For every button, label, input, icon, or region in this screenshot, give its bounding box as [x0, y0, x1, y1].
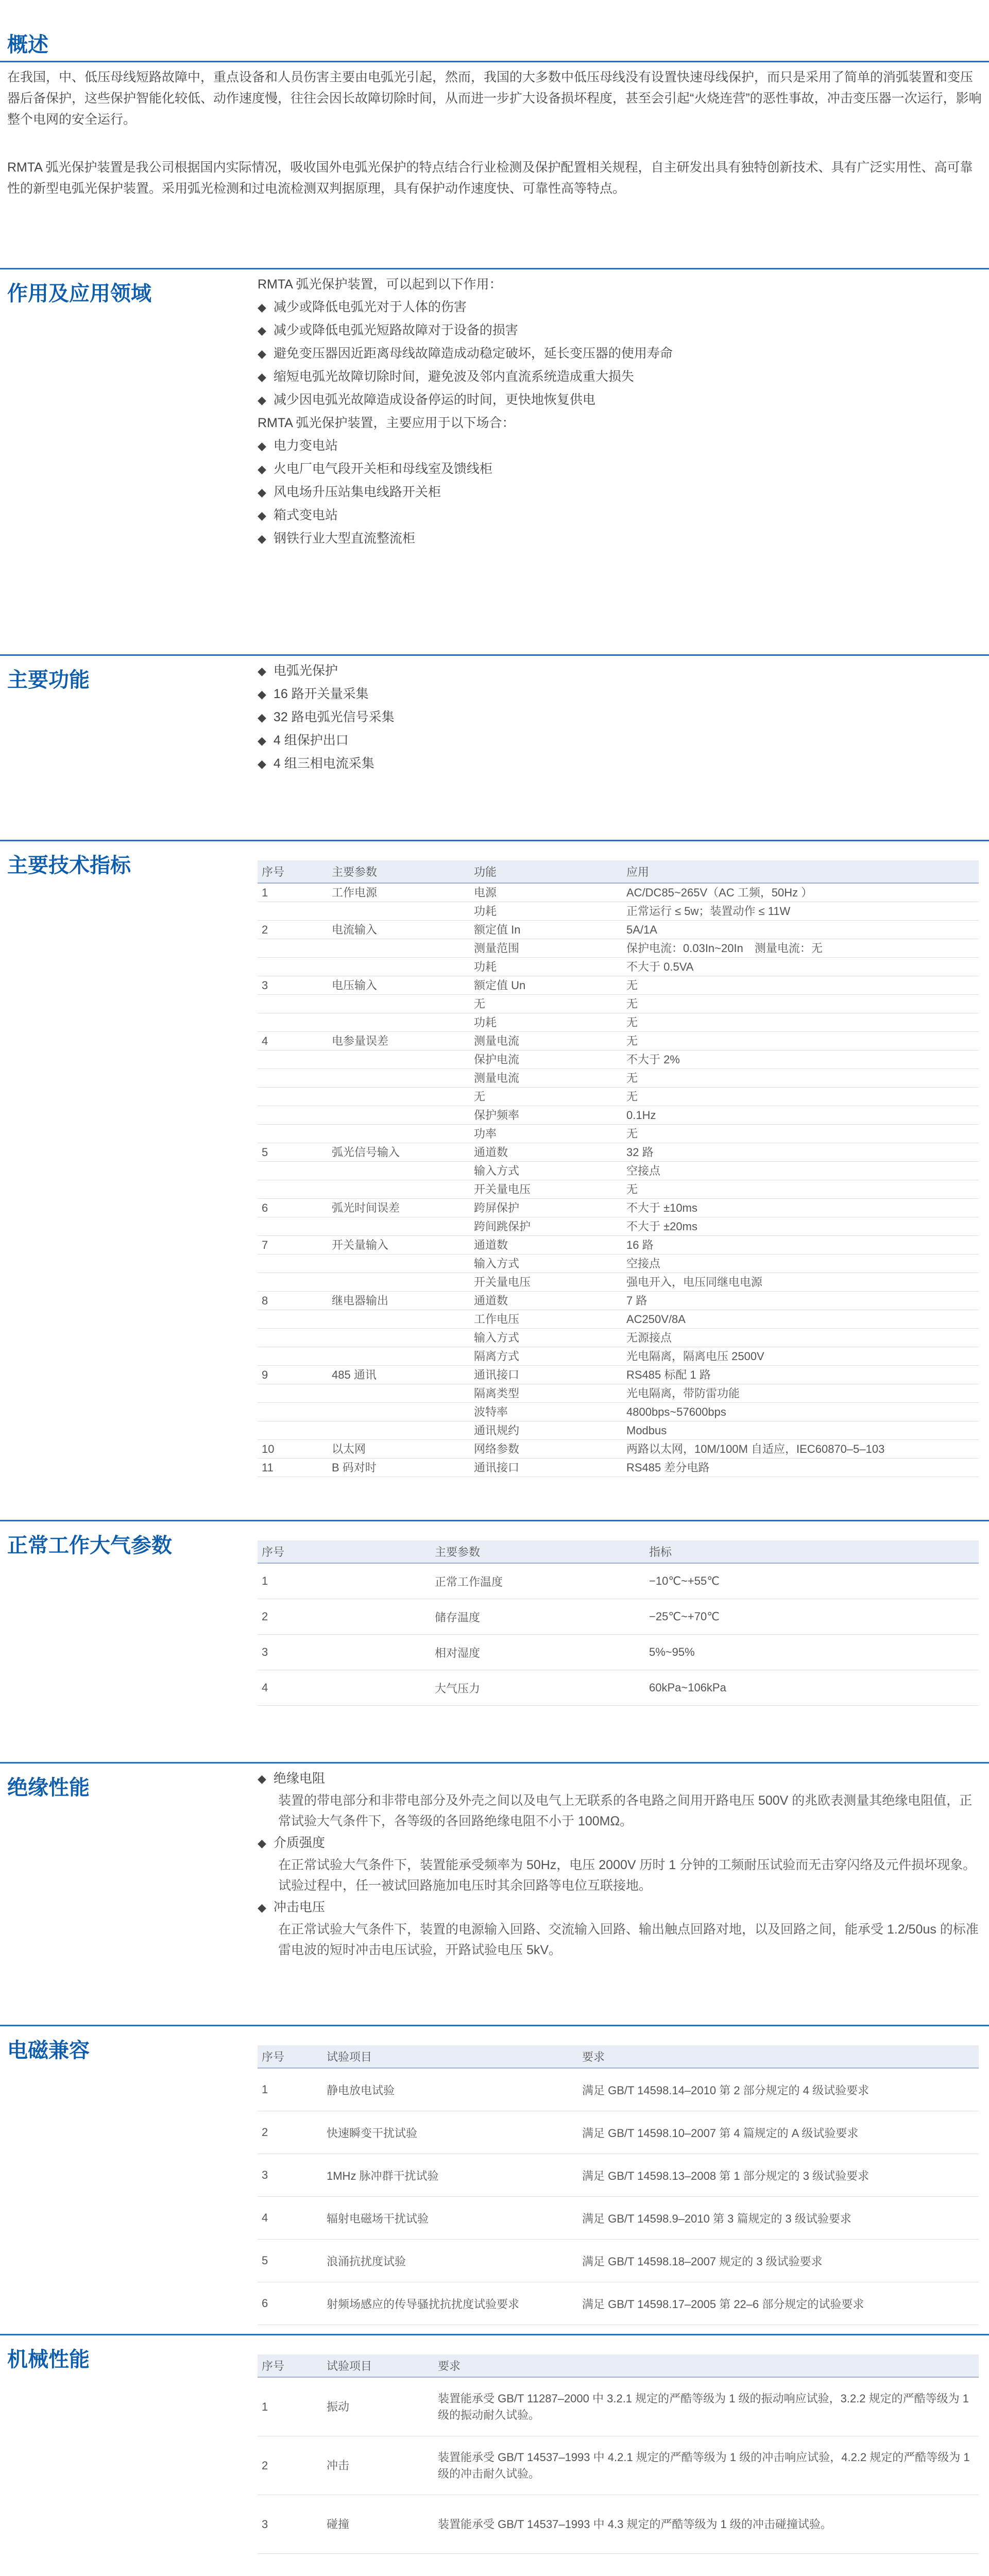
value-cell: 无: [622, 1088, 979, 1106]
index-cell: 3: [258, 976, 328, 995]
function-item: ◆ 4 组三相电流采集: [258, 752, 979, 775]
function-cell: 电源: [470, 883, 622, 902]
index-cell: [258, 1384, 328, 1403]
param-cell: [328, 1162, 470, 1180]
column-header: 指标: [645, 1540, 979, 1563]
requirement-cell: 满足 GB/T 14598.18–2007 规定的 3 级试验要求: [578, 2240, 979, 2282]
param-cell: 电参量误差: [328, 1032, 470, 1050]
tech-title: 主要技术指标: [7, 854, 131, 877]
column-header: 序号: [258, 2045, 322, 2068]
index-cell: [258, 958, 328, 976]
param-cell: [328, 1384, 470, 1403]
function-item: ◆ 32 路电弧光信号采集: [258, 706, 979, 729]
function-cell: 开关量电压: [470, 1180, 622, 1199]
param-cell: [328, 1421, 470, 1440]
index-cell: [258, 1347, 328, 1366]
index-cell: [258, 1088, 328, 1106]
test-cell: 浪涌抗扰度试验: [322, 2240, 578, 2282]
value-cell: 不大于 2%: [622, 1050, 979, 1069]
table-row: [258, 1106, 979, 1125]
column-header: 试验项目: [322, 2045, 578, 2068]
param-cell: 以太网: [328, 1440, 470, 1459]
value-cell: 光电隔离，隔离电压 2500V: [622, 1347, 979, 1366]
index-cell: 2: [258, 921, 328, 939]
table-row: [258, 1050, 979, 1069]
column-header: 要求: [434, 2354, 979, 2377]
atmos-table: [258, 1540, 979, 1706]
table-row: [258, 1143, 979, 1162]
function-cell: 无: [470, 1088, 622, 1106]
atmos-table-body: [258, 1563, 979, 1706]
application-title: 作用及应用领域: [7, 282, 151, 305]
function-cell: 通讯规约: [470, 1421, 622, 1440]
insul-subhead: ◆ 绝缘电阻: [258, 1767, 979, 1790]
index-cell: 5: [258, 2240, 322, 2282]
field-item: ◆ 电力变电站: [258, 434, 979, 457]
field-item: ◆ 火电厂电气段开关柜和母线室及馈线柜: [258, 457, 979, 481]
param-cell: 电流输入: [328, 921, 470, 939]
index-cell: 6: [258, 2282, 322, 2325]
table-row: [258, 1217, 979, 1236]
table-row: [258, 1162, 979, 1180]
function-cell: 输入方式: [470, 1162, 622, 1180]
table-row: [258, 902, 979, 921]
param-cell: [328, 1273, 470, 1292]
index-cell: 7: [258, 1236, 328, 1255]
index-cell: 4: [258, 2197, 322, 2240]
requirement-cell: 满足 GB/T 14598.13–2008 第 1 部分规定的 3 级试验要求: [578, 2154, 979, 2197]
table-row: [258, 1236, 979, 1255]
index-cell: 8: [258, 1292, 328, 1310]
index-cell: 9: [258, 1366, 328, 1384]
column-header: 序号: [258, 1540, 431, 1563]
param-cell: [328, 1050, 470, 1069]
insul-title: 绝缘性能: [7, 1776, 90, 1799]
param-cell: [328, 1106, 470, 1125]
function-cell: 保护电流: [470, 1050, 622, 1069]
value-cell: 5%~95%: [645, 1635, 979, 1670]
value-cell: 7 路: [622, 1292, 979, 1310]
value-cell: 不大于 ±10ms: [622, 1199, 979, 1217]
test-cell: 辐射电磁场干扰试验: [322, 2197, 578, 2240]
table-row: [258, 2495, 979, 2554]
function-cell: 无: [470, 995, 622, 1013]
function-cell: 功耗: [470, 958, 622, 976]
column-header: 试验项目: [322, 2354, 434, 2377]
param-cell: 大气压力: [431, 1670, 645, 1706]
index-cell: 10: [258, 1440, 328, 1459]
table-row: [258, 2111, 979, 2154]
test-cell: 射频场感应的传导骚扰抗扰度试验要求: [322, 2282, 578, 2325]
table-row: [258, 2282, 979, 2325]
index-cell: 4: [258, 1032, 328, 1050]
test-cell: 快速瞬变干扰试验: [322, 2111, 578, 2154]
mech-table-body: [258, 2377, 979, 2554]
value-cell: 不大于 ±20ms: [622, 1217, 979, 1236]
function-cell: 开关量电压: [470, 1273, 622, 1292]
table-row: [258, 1329, 979, 1347]
column-header: 要求: [578, 2045, 979, 2068]
table-row: [258, 1366, 979, 1384]
param-cell: 相对湿度: [431, 1635, 645, 1670]
effect-item: ◆ 避免变压器因近距离母线故障造成动稳定破坏，延长变压器的使用寿命: [258, 342, 979, 365]
value-cell: 无: [622, 1013, 979, 1032]
function-cell: 跨间跳保护: [470, 1217, 622, 1236]
atmos-table-wrap: [258, 1540, 979, 1706]
index-cell: [258, 1329, 328, 1347]
value-cell: 60kPa~106kPa: [645, 1670, 979, 1706]
function-cell: 测量电流: [470, 1032, 622, 1050]
value-cell: 无: [622, 1180, 979, 1199]
value-cell: 光电隔离，带防雷功能: [622, 1384, 979, 1403]
value-cell: RS485 差分电路: [622, 1459, 979, 1477]
param-cell: 工作电源: [328, 883, 470, 902]
emc-table-body: [258, 2068, 979, 2325]
function-cell: 通讯接口: [470, 1366, 622, 1384]
requirement-cell: 装置能承受 GB/T 14537–1993 中 4.3 规定的严酷等级为 1 级的冲击碰撞试验。: [434, 2495, 979, 2554]
index-cell: [258, 1013, 328, 1032]
table-row: [258, 1563, 979, 1599]
value-cell: 无: [622, 1125, 979, 1143]
function-cell: 跨屏保护: [470, 1199, 622, 1217]
tech-divider: [0, 840, 989, 841]
function-cell: 功耗: [470, 1013, 622, 1032]
atmos-section: [0, 1520, 989, 1736]
value-cell: RS485 标配 1 路: [622, 1366, 979, 1384]
column-header: 功能: [470, 860, 622, 883]
param-cell: 485 通讯: [328, 1366, 470, 1384]
value-cell: 两路以太网，10M/100M 自适应，IEC60870–5–103: [622, 1440, 979, 1459]
param-cell: [328, 939, 470, 958]
insul-subhead: ◆ 冲击电压: [258, 1896, 979, 1919]
index-cell: 3: [258, 1635, 431, 1670]
atmos-divider: [0, 1520, 989, 1521]
value-cell: 空接点: [622, 1162, 979, 1180]
emc-table-wrap: [258, 2045, 979, 2325]
function-cell: 额定值 Un: [470, 976, 622, 995]
insul-text: 在正常试验大气条件下，装置的电源输入回路、交流输入回路、输出触点回路对地，以及回路之间，能承受 1.2/50us 的标准雷电波的短时冲击电压试验，开路试验电压 5kV。: [278, 1922, 979, 1957]
param-cell: [328, 1347, 470, 1366]
index-cell: 11: [258, 1459, 328, 1477]
value-cell: 无: [622, 1069, 979, 1088]
table-row: [258, 2436, 979, 2495]
insul-divider: [0, 1762, 989, 1764]
param-cell: [328, 1013, 470, 1032]
mech-section: [0, 2334, 989, 2566]
table-row: [258, 1459, 979, 1477]
table-row: [258, 995, 979, 1013]
test-cell: 冲击: [322, 2436, 434, 2495]
function-cell: 通道数: [470, 1292, 622, 1310]
index-cell: [258, 1403, 328, 1421]
value-cell: 无: [622, 1032, 979, 1050]
index-cell: [258, 1162, 328, 1180]
index-cell: [258, 1180, 328, 1199]
param-cell: [328, 995, 470, 1013]
param-cell: [328, 1180, 470, 1199]
emc-title: 电磁兼容: [7, 2039, 90, 2062]
test-cell: 静电放电试验: [322, 2068, 578, 2111]
table-row: [258, 1032, 979, 1050]
table-row: [258, 1013, 979, 1032]
value-cell: 保护电流：0.03In~20In 测量电流：无: [622, 939, 979, 958]
index-cell: [258, 1255, 328, 1273]
requirement-cell: 满足 GB/T 14598.9–2010 第 3 篇规定的 3 级试验要求: [578, 2197, 979, 2240]
emc-section: [0, 2025, 989, 2313]
value-cell: 空接点: [622, 1255, 979, 1273]
index-cell: [258, 1125, 328, 1143]
value-cell: Modbus: [622, 1421, 979, 1440]
effect-item: ◆ 缩短电弧光故障切除时间，避免波及邻内直流系统造成重大损失: [258, 365, 979, 388]
value-cell: 5A/1A: [622, 921, 979, 939]
table-row: [258, 2240, 979, 2282]
application-divider: [0, 268, 989, 269]
application-content: [258, 273, 979, 550]
table-row: [258, 976, 979, 995]
param-cell: [328, 1125, 470, 1143]
index-cell: 1: [258, 883, 328, 902]
table-row: [258, 2197, 979, 2240]
value-cell: 正常运行 ≤ 5w；装置动作 ≤ 11W: [622, 902, 979, 921]
column-header: 序号: [258, 860, 328, 883]
value-cell: 无: [622, 995, 979, 1013]
overview-title: 概述: [7, 33, 48, 56]
column-header: 序号: [258, 2354, 322, 2377]
value-cell: AC250V/8A: [622, 1310, 979, 1329]
function-cell: 工作电压: [470, 1310, 622, 1329]
index-cell: [258, 939, 328, 958]
function-cell: 隔离方式: [470, 1347, 622, 1366]
index-cell: 3: [258, 2154, 322, 2197]
functions-section: [0, 654, 989, 819]
insul-section: [0, 1762, 989, 2004]
table-row: [258, 2377, 979, 2436]
test-cell: 振动: [322, 2377, 434, 2436]
application-intro-2: RMTA 弧光保护装置，主要应用于以下场合：: [258, 416, 515, 430]
insul-text: 在正常试验大气条件下，装置能承受频率为 50Hz，电压 2000V 历时 1 分钟的工频耐压试验而无击穿闪络及元件损坏现象。试验过程中，任一被试回路施加电压时其余回路等电位互联接地。: [278, 1858, 976, 1893]
requirement-cell: 满足 GB/T 14598.10–2007 第 4 篇规定的 A 级试验要求: [578, 2111, 979, 2154]
functions-title: 主要功能: [7, 669, 90, 691]
param-cell: 弧光信号输入: [328, 1143, 470, 1162]
insul-content: [258, 1767, 979, 1960]
index-cell: 1: [258, 2068, 322, 2111]
table-row: [258, 1384, 979, 1403]
index-cell: [258, 1050, 328, 1069]
param-cell: [328, 958, 470, 976]
functions-content: [258, 659, 979, 775]
value-cell: 无: [622, 976, 979, 995]
index-cell: 5: [258, 1143, 328, 1162]
function-cell: 通道数: [470, 1143, 622, 1162]
column-header: 应用: [622, 860, 979, 883]
param-cell: [328, 1403, 470, 1421]
table-row: [258, 1088, 979, 1106]
tech-table-body: [258, 883, 979, 1477]
index-cell: [258, 995, 328, 1013]
value-cell: 0.1Hz: [622, 1106, 979, 1125]
index-cell: [258, 1069, 328, 1088]
param-cell: 继电器输出: [328, 1292, 470, 1310]
param-cell: B 码对时: [328, 1459, 470, 1477]
index-cell: [258, 1106, 328, 1125]
index-cell: 2: [258, 2436, 322, 2495]
table-row: [258, 1347, 979, 1366]
field-item: ◆ 风电场升压站集电线路开关柜: [258, 481, 979, 504]
param-cell: [328, 902, 470, 921]
value-cell: AC/DC85~265V（AC 工频，50Hz ）: [622, 883, 979, 902]
table-row: [258, 1440, 979, 1459]
index-cell: [258, 1273, 328, 1292]
function-cell: 测量范围: [470, 939, 622, 958]
application-section: [0, 268, 989, 618]
overview-section: [0, 0, 989, 222]
function-cell: 测量电流: [470, 1069, 622, 1088]
table-row: [258, 1599, 979, 1635]
param-cell: [328, 1088, 470, 1106]
table-row: [258, 1310, 979, 1329]
mech-title: 机械性能: [7, 2348, 90, 2371]
table-row: [258, 1403, 979, 1421]
index-cell: 4: [258, 1670, 431, 1706]
table-row: [258, 1125, 979, 1143]
table-row: [258, 2068, 979, 2111]
tech-section: [0, 840, 989, 1510]
table-row: [258, 1421, 979, 1440]
field-item: ◆ 钢铁行业大型直流整流柜: [258, 527, 979, 550]
requirement-cell: 装置能承受 GB/T 14537–1993 中 4.2.1 规定的严酷等级为 1 级的冲击响应试验，4.2.2 规定的严酷等级为 1 级的冲击耐久试验。: [434, 2436, 979, 2495]
requirement-cell: 满足 GB/T 14598.14–2010 第 2 部分规定的 4 级试验要求: [578, 2068, 979, 2111]
index-cell: [258, 1421, 328, 1440]
param-cell: [328, 1255, 470, 1273]
function-item: ◆ 电弧光保护: [258, 659, 979, 683]
function-cell: 保护频率: [470, 1106, 622, 1125]
function-item: ◆ 4 组保护出口: [258, 729, 979, 752]
index-cell: [258, 1217, 328, 1236]
tech-table: [258, 860, 979, 1477]
function-cell: 通讯接口: [470, 1459, 622, 1477]
index-cell: [258, 1310, 328, 1329]
table-row: [258, 939, 979, 958]
function-cell: 隔离类型: [470, 1384, 622, 1403]
param-cell: 开关量输入: [328, 1236, 470, 1255]
param-cell: [328, 1329, 470, 1347]
effect-item: ◆ 减少或降低电弧光短路故障对于设备的损害: [258, 319, 979, 342]
param-cell: [328, 1310, 470, 1329]
value-cell: 不大于 0.5VA: [622, 958, 979, 976]
function-cell: 波特率: [470, 1403, 622, 1421]
mech-table: [258, 2354, 979, 2554]
value-cell: 32 路: [622, 1143, 979, 1162]
index-cell: 2: [258, 1599, 431, 1635]
index-cell: 2: [258, 2111, 322, 2154]
mech-table-wrap: [258, 2354, 979, 2554]
field-item: ◆ 箱式变电站: [258, 504, 979, 527]
overview-divider: [0, 61, 989, 62]
table-row: [258, 1670, 979, 1706]
value-cell: 强电开入，电压同继电电源: [622, 1273, 979, 1292]
table-row: [258, 1069, 979, 1088]
param-cell: [328, 1217, 470, 1236]
param-cell: 电压输入: [328, 976, 470, 995]
function-cell: 功率: [470, 1125, 622, 1143]
test-cell: 1MHz 脉冲群干扰试验: [322, 2154, 578, 2197]
table-row: [258, 1273, 979, 1292]
effect-item: ◆ 减少因电弧光故障造成设备停运的时间，更快地恢复供电: [258, 388, 979, 412]
emc-table: [258, 2045, 979, 2325]
function-cell: 额定值 In: [470, 921, 622, 939]
value-cell: 4800bps~57600bps: [622, 1403, 979, 1421]
table-row: [258, 1255, 979, 1273]
index-cell: 1: [258, 2377, 322, 2436]
value-cell: −10℃~+55℃: [645, 1563, 979, 1599]
table-row: [258, 1199, 979, 1217]
table-row: [258, 1635, 979, 1670]
overview-paragraph-1: 在我国，中、低压母线短路故障中，重点设备和人员伤害主要由电弧光引起，然而，我国的大多数中低压母线没有设置快速母线保护，而只是采用了简单的消弧装置和变压器后备保护，这些保护智能化较低、动作速度慢，往往会因长故障切除时间，从而进一步扩大设备损坏程度，甚至会引起“火烧连营”的恶性事故，冲击变压器一次运行，影响整个电网的安全运行。: [7, 70, 982, 127]
function-item: ◆ 16 路开关量采集: [258, 683, 979, 706]
application-intro: RMTA 弧光保护装置，可以起到以下作用：: [258, 277, 502, 292]
table-row: [258, 2154, 979, 2197]
functions-divider: [0, 654, 989, 656]
table-row: [258, 1180, 979, 1199]
value-cell: 16 路: [622, 1236, 979, 1255]
table-row: [258, 921, 979, 939]
param-cell: 正常工作温度: [431, 1563, 645, 1599]
overview-paragraph-2: RMTA 弧光保护装置是我公司根据国内实际情况，吸收国外电弧光保护的特点结合行业检测及保护配置相关规程，自主研发出具有独特创新技术、具有广泛实用性、高可靠性的新型电弧光保护装置。采用弧光检测和过电流检测双判据原理，具有保护动作速度快、可靠性高等特点。: [7, 160, 973, 196]
function-cell: 通道数: [470, 1236, 622, 1255]
emc-divider: [0, 2025, 989, 2026]
function-cell: 输入方式: [470, 1329, 622, 1347]
insul-text: 装置的带电部分和非带电部分及外壳之间以及电气上无联系的各电路之间用开路电压 500V 的兆欧表测量其绝缘电阻值，正常试验大气条件下，各等级的各回路绝缘电阻不小于 100MΩ。: [278, 1793, 973, 1828]
value-cell: −25℃~+70℃: [645, 1599, 979, 1635]
requirement-cell: 满足 GB/T 14598.17–2005 第 22–6 部分规定的试验要求: [578, 2282, 979, 2325]
requirement-cell: 装置能承受 GB/T 11287–2000 中 3.2.1 规定的严酷等级为 1 级的振动响应试验，3.2.2 规定的严酷等级为 1 级的振动耐久试验。: [434, 2377, 979, 2436]
test-cell: 碰撞: [322, 2495, 434, 2554]
param-cell: 储存温度: [431, 1599, 645, 1635]
function-cell: 输入方式: [470, 1255, 622, 1273]
function-cell: 网络参数: [470, 1440, 622, 1459]
column-header: 主要参数: [431, 1540, 645, 1563]
table-row: [258, 883, 979, 902]
function-cell: 功耗: [470, 902, 622, 921]
effect-item: ◆ 减少或降低电弧光对于人体的伤害: [258, 296, 979, 319]
insul-subhead: ◆ 介质强度: [258, 1832, 979, 1855]
index-cell: [258, 902, 328, 921]
table-row: [258, 1292, 979, 1310]
index-cell: 6: [258, 1199, 328, 1217]
column-header: 主要参数: [328, 860, 470, 883]
param-cell: 弧光时间误差: [328, 1199, 470, 1217]
mech-divider: [0, 2334, 989, 2335]
atmos-title: 正常工作大气参数: [7, 1534, 172, 1557]
value-cell: 无源接点: [622, 1329, 979, 1347]
param-cell: [328, 1069, 470, 1088]
table-row: [258, 958, 979, 976]
index-cell: 1: [258, 1563, 431, 1599]
tech-table-wrap: [258, 860, 979, 1477]
index-cell: 3: [258, 2495, 322, 2554]
